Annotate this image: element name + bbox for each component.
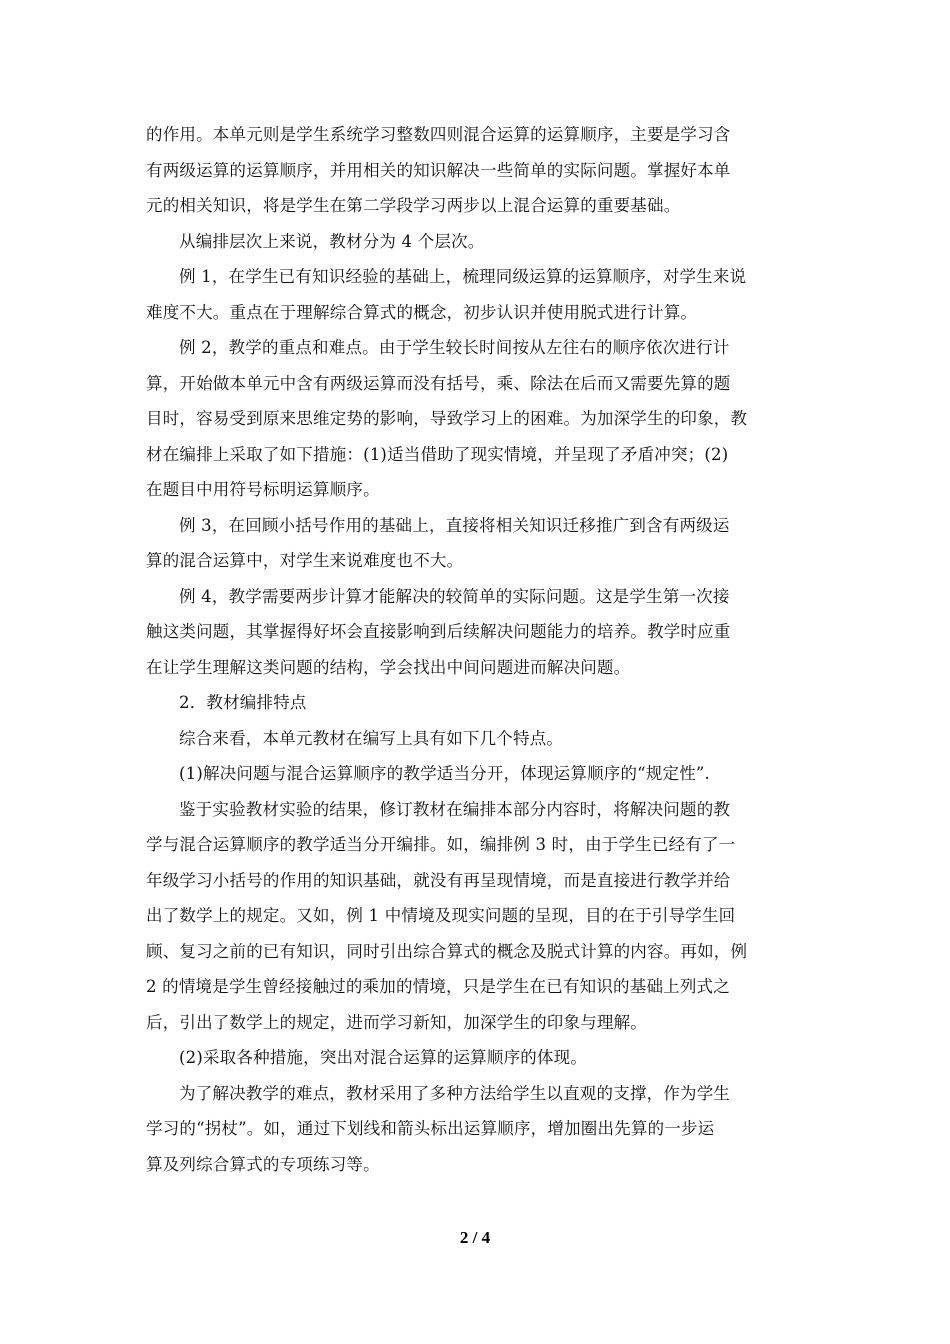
document-body [146, 117, 814, 1182]
text-line: 学与混合运算顺序的教学适当分开编排。如，编排例 3 时，由于学生已经有了一 [146, 835, 736, 854]
text-line: 算，开始做本单元中含有两级运算而没有括号，乘、除法在后而又需要先算的题 [146, 373, 731, 393]
text-line: 目时，容易受到原来思维定势的影响，导致学习上的困难。为加深学生的印象，教 [146, 409, 748, 428]
text-line: 难度不大。重点在于理解综合算式的概念，初步认识并使用脱式进行计算。 [146, 302, 698, 322]
text-line: 后，引出了数学上的规定，进而学习新知，加深学生的印象与理解。 [146, 1012, 647, 1032]
text-line: 例 3，在回顾小括号作用的基础上，直接将相关知识迁移推广到含有两级运 [179, 515, 730, 535]
text-line: (1)解决问题与混合运算顺序的教学适当分开，体现运算顺序的“规定性”. [179, 764, 710, 783]
text-line: 在题目中用符号标明运算顺序。 [146, 480, 380, 499]
text-line: 从编排层次上来说，教材分为 4 个层次。 [179, 231, 485, 251]
text-line: 年级学习小括号的作用的知识基础，就没有再呈现情境，而是直接进行教学并给 [146, 870, 731, 890]
text-line: 有两级运算的运算顺序，并用相关的知识解决一些简单的实际问题。掌握好本单 [146, 160, 731, 180]
text-line: 元的相关知识，将是学生在第二学段学习两步以上混合运算的重要基础。 [146, 196, 681, 215]
text-line: 2 的情境是学生曾经接触过的乘加的情境，只是学生在已有知识的基础上列式之 [146, 977, 730, 996]
text-line: 算及列综合算式的专项练习等。 [146, 1154, 380, 1174]
text-line: 算的混合运算中，对学生来说难度也不大。 [146, 551, 464, 570]
text-line: 学习的“拐杖”。如，通过下划线和箭头标出运算顺序，增加圈出先算的一步运 [146, 1119, 715, 1138]
text-line: 例 2，教学的重点和难点。由于学生较长时间按从左往右的顺序依次进行计 [179, 338, 730, 357]
text-line: 2．教材编排特点 [179, 693, 307, 712]
text-line: 的作用。本单元则是学生系统学习整数四则混合运算的运算顺序，主要是学习含 [146, 125, 731, 144]
text-line: 材在编排上采取了如下措施：(1)适当借助了现实情境，并呈现了矛盾冲突；(2) [146, 444, 729, 464]
text-line: 出了数学上的规定。又如，例 1 中情境及现实问题的呈现，目的在于引导学生回 [146, 906, 736, 925]
text-line: 触这类问题，其掌握得好坏会直接影响到后续解决问题能力的培养。教学时应重 [146, 622, 731, 641]
text-line: 在让学生理解这类问题的结构，学会找出中间问题进而解决问题。 [146, 657, 631, 677]
text-line: 顾、复习之前的已有知识，同时引出综合算式的概念及脱式计算的内容。再如，例 [146, 941, 748, 961]
text-line: 综合来看，本单元教材在编写上具有如下几个特点。 [179, 728, 564, 748]
text-line: 例 1，在学生已有知识经验的基础上，梳理同级运算的运算顺序，对学生来说 [179, 267, 747, 286]
text-line: (2)采取各种措施，突出对混合运算的运算顺序的体现。 [179, 1048, 588, 1067]
text-line: 鉴于实验教材实验的结果，修订教材在编排本部分内容时，将解决问题的教 [179, 799, 731, 819]
text-line: 例 4，教学需要两步计算才能解决的较简单的实际问题。这是学生第一次接 [179, 586, 730, 606]
page-number: 2 / 4 [459, 1228, 491, 1247]
text-line: 为了解决教学的难点，教材采用了多种方法给学生以直观的支撑，作为学生 [179, 1083, 731, 1103]
